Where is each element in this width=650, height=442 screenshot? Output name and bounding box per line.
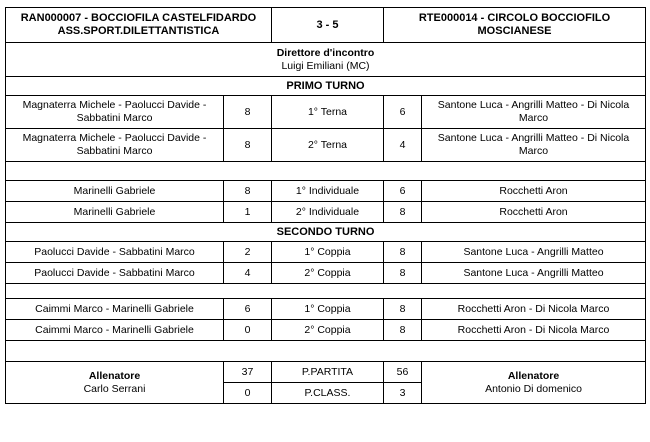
away-players: Santone Luca - Angrilli Matteo - Di Nicola Marco [422, 96, 646, 129]
home-players: Magnaterra Michele - Paolucci Davide - Sabbatini Marco [6, 96, 224, 129]
director-row [6, 43, 646, 77]
director-cell [6, 43, 646, 77]
match-type: 2° Coppia [272, 320, 384, 341]
match-row [6, 242, 646, 263]
home-score: 8 [224, 129, 272, 162]
director-name: Luigi Emiliani (MC) [281, 59, 370, 72]
match-type: 2° Coppia [272, 263, 384, 284]
home-coach-name: Carlo Serrani [83, 382, 146, 395]
away-players: Rocchetti Aron [422, 202, 646, 223]
match-row [6, 129, 646, 162]
home-players: Magnaterra Michele - Paolucci Davide - Sabbatini Marco [6, 129, 224, 162]
second-round-title: SECONDO TURNO [6, 223, 646, 242]
home-players: Paolucci Davide - Sabbatini Marco [6, 263, 224, 284]
home-players: Caimmi Marco - Marinelli Gabriele [6, 299, 224, 320]
home-coach-cell [6, 362, 224, 404]
away-score: 8 [384, 320, 422, 341]
away-score: 6 [384, 181, 422, 202]
home-score: 1 [224, 202, 272, 223]
away-score: 8 [384, 202, 422, 223]
home-partita-points: 37 [224, 362, 272, 383]
away-partita-points: 56 [384, 362, 422, 383]
home-players: Marinelli Gabriele [6, 202, 224, 223]
spacer-cell [6, 284, 646, 299]
match-report [5, 7, 645, 404]
match-row [6, 181, 646, 202]
home-players: Marinelli Gabriele [6, 181, 224, 202]
away-players: Santone Luca - Angrilli Matteo - Di Nicola Marco [422, 129, 646, 162]
match-table [5, 7, 646, 404]
away-score: 8 [384, 242, 422, 263]
match-row [6, 263, 646, 284]
home-class-points: 0 [224, 383, 272, 404]
away-players: Santone Luca - Angrilli Matteo [422, 242, 646, 263]
match-type: 2° Individuale [272, 202, 384, 223]
away-score: 4 [384, 129, 422, 162]
home-players: Caimmi Marco - Marinelli Gabriele [6, 320, 224, 341]
home-score: 2 [224, 242, 272, 263]
match-type: 1° Individuale [272, 181, 384, 202]
spacer-row [6, 162, 646, 181]
away-score: 8 [384, 263, 422, 284]
class-label: P.CLASS. [272, 383, 384, 404]
away-players: Santone Luca - Angrilli Matteo [422, 263, 646, 284]
home-score: 6 [224, 299, 272, 320]
second-round-header [6, 223, 646, 242]
home-coach-label: Allenatore [88, 369, 141, 382]
home-team-name: RAN000007 - BOCCIOFILA CASTELFIDARDO ASS.SPORT.DILETTANTISTICA [6, 8, 272, 43]
spacer-row [6, 341, 646, 362]
partita-label: P.PARTITA [272, 362, 384, 383]
home-score: 4 [224, 263, 272, 284]
away-score: 8 [384, 299, 422, 320]
spacer-row [6, 284, 646, 299]
away-players: Rocchetti Aron [422, 181, 646, 202]
home-score: 8 [224, 96, 272, 129]
home-players: Paolucci Davide - Sabbatini Marco [6, 242, 224, 263]
match-type: 1° Terna [272, 96, 384, 129]
footer-row-partita [6, 362, 646, 383]
away-coach-cell [422, 362, 646, 404]
match-type: 1° Coppia [272, 299, 384, 320]
first-round-header [6, 77, 646, 96]
spacer-cell [6, 162, 646, 181]
spacer-cell [6, 341, 646, 362]
home-score: 8 [224, 181, 272, 202]
first-round-title: PRIMO TURNO [6, 77, 646, 96]
match-score: 3 - 5 [272, 8, 384, 43]
away-coach-name: Antonio Di domenico [485, 382, 582, 395]
away-coach-label: Allenatore [507, 369, 560, 382]
match-row [6, 299, 646, 320]
match-row [6, 320, 646, 341]
home-score: 0 [224, 320, 272, 341]
away-class-points: 3 [384, 383, 422, 404]
match-type: 2° Terna [272, 129, 384, 162]
header-row [6, 8, 646, 43]
away-players: Rocchetti Aron - Di Nicola Marco [422, 320, 646, 341]
match-type: 1° Coppia [272, 242, 384, 263]
director-label: Direttore d'incontro [276, 46, 375, 59]
match-row [6, 202, 646, 223]
away-team-name: RTE000014 - CIRCOLO BOCCIOFILO MOSCIANESE [384, 8, 646, 43]
away-players: Rocchetti Aron - Di Nicola Marco [422, 299, 646, 320]
match-row [6, 96, 646, 129]
away-score: 6 [384, 96, 422, 129]
